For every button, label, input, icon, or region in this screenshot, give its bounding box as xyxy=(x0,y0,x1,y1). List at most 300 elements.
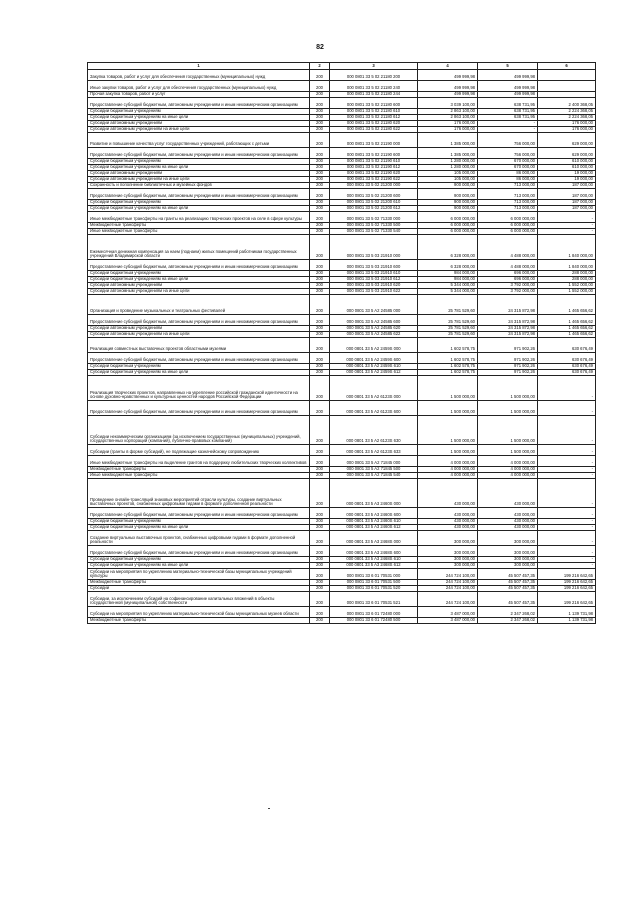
table-row xyxy=(88,295,596,315)
row-value-col4: 900 000,00 xyxy=(418,189,478,200)
table-row xyxy=(88,148,596,159)
row-value-col4: 4 000 000,00 xyxy=(418,473,478,479)
row-code-cell: 200 xyxy=(310,467,330,473)
row-value-col5: 4 488 000,00 xyxy=(478,235,538,260)
row-csr-cell: 000 0801 33 5 02 21180 244 xyxy=(330,92,418,98)
row-value-col4: 984 000,00 xyxy=(418,271,478,277)
table-row xyxy=(88,569,596,580)
row-csr-cell: 000 0801 33 5 02 21180 240 xyxy=(330,81,418,92)
row-value-col6: 610 000,00 xyxy=(538,159,596,165)
row-csr-cell: 000 0801 33 6 01 70531 000 xyxy=(330,569,418,580)
header-cell-2: 2 xyxy=(310,63,330,70)
row-name-cell: Субсидии автономным учреждениям на иные цели xyxy=(88,332,310,338)
row-value-col6: - xyxy=(538,508,596,519)
row-value-col5: 2 347 268,02 xyxy=(478,607,538,618)
row-value-col4: 6 328 000,00 xyxy=(418,235,478,260)
row-value-col4: 6 328 000,00 xyxy=(418,260,478,271)
row-value-col6: - xyxy=(538,376,596,401)
row-csr-cell: 000 0801 33 5 A3 2460S 612 xyxy=(330,525,418,531)
row-value-col6: 1 465 656,62 xyxy=(538,295,596,315)
row-value-col6: - xyxy=(538,557,596,563)
row-code-cell: 200 xyxy=(310,171,330,177)
row-value-col6 xyxy=(538,70,596,81)
row-csr-cell: 000 0801 33 5 A2 6123S 633 xyxy=(330,445,418,456)
row-csr-cell: 000 0801 33 5 A2 71845 500 xyxy=(330,467,418,473)
row-code-cell: 200 xyxy=(310,569,330,580)
row-value-col4: 900 000,00 xyxy=(418,183,478,189)
row-name-cell: Иные межбюджетные трансферты xyxy=(88,229,310,235)
row-value-col5: 971 902,26 xyxy=(478,353,538,364)
row-value-col4: 2 863 100,00 xyxy=(418,115,478,121)
row-csr-cell: 000 0801 33 5 A2 2459S 600 xyxy=(330,353,418,364)
row-csr-cell: 000 0801 33 5 A3 2460S 610 xyxy=(330,519,418,525)
row-csr-cell: 000 0801 33 5 02 21190 622 xyxy=(330,177,418,183)
row-value-col4: 1 280 000,00 xyxy=(418,165,478,171)
row-name-cell: Субсидии некоммерческим организациям (за исключением государственных (муниципальных) учреждений, государственных корпораций (компаний), публично-правовых компаний) xyxy=(88,416,310,445)
table-row xyxy=(88,531,596,546)
row-name-cell: Субсидии бюджетным учреждениям на иные цели xyxy=(88,277,310,283)
row-csr-cell: 000 0801 33 5 A2 71845 000 xyxy=(330,456,418,467)
row-name-cell: Проведение онлайн-трансляций знаковых мероприятий отрасли культуры, создание виртуальных выставочных проектов, снабженных цифровыми гидами в формате дополненной реальности xyxy=(88,479,310,508)
row-value-col6: 2 224 368,05 xyxy=(538,115,596,121)
row-value-col6: - xyxy=(538,445,596,456)
row-value-col4: 1 602 578,75 xyxy=(418,364,478,370)
row-value-col4: 499 999,98 xyxy=(418,81,478,92)
stray-mark xyxy=(268,808,270,809)
row-value-col4: 1 500 000,00 xyxy=(418,445,478,456)
row-csr-cell: 000 0801 33 5 02 21190 612 xyxy=(330,165,418,171)
row-value-col6: 610 000,00 xyxy=(538,165,596,171)
row-value-col6: 187 000,00 xyxy=(538,200,596,206)
row-value-col6: - xyxy=(538,519,596,525)
row-name-cell: Межбюджетные трансферты xyxy=(88,618,310,624)
row-csr-cell: 000 0801 33 5 A3 2468S 600 xyxy=(330,546,418,557)
row-name-cell: Межбюджетные трансферты xyxy=(88,580,310,586)
row-value-col5: 1 500 000,00 xyxy=(478,401,538,416)
row-value-col5: 638 731,95 xyxy=(478,98,538,109)
table-row xyxy=(88,607,596,618)
table-row xyxy=(88,235,596,260)
row-code-cell: 200 xyxy=(310,580,330,586)
row-name-cell: Межбюджетные трансферты xyxy=(88,467,310,473)
row-code-cell: 200 xyxy=(310,260,330,271)
row-csr-cell: 000 0801 33 5 A2 2459S 612 xyxy=(330,370,418,376)
row-value-col4: 300 000,00 xyxy=(418,557,478,563)
row-value-col4: 1 280 000,00 xyxy=(418,159,478,165)
row-code-cell: 200 xyxy=(310,200,330,206)
row-code-cell: 200 xyxy=(310,127,330,133)
header-cell-5: 5 xyxy=(478,63,538,70)
row-value-col4: 499 999,98 xyxy=(418,70,478,81)
row-csr-cell: 000 0801 33 5 A3 2460S 600 xyxy=(330,508,418,519)
row-value-col5: 670 000,00 xyxy=(478,165,538,171)
row-value-col6: - xyxy=(538,467,596,473)
row-value-col5: 86 000,00 xyxy=(478,171,538,177)
row-csr-cell: 000 0801 33 6 01 72480 000 xyxy=(330,607,418,618)
row-csr-cell: 000 0801 33 5 02 21180 612 xyxy=(330,115,418,121)
row-value-col4: 176 000,00 xyxy=(418,127,478,133)
header-cell-6: 6 xyxy=(538,63,596,70)
row-value-col4: 3 487 000,00 xyxy=(418,607,478,618)
row-code-cell: 200 xyxy=(310,416,330,445)
row-value-col5: 24 315 872,98 xyxy=(478,315,538,326)
row-name-cell: Ежемесячная денежная компенсация за наем (поднаем) жилых помещений работникам государственных учреждений Владимирской области xyxy=(88,235,310,260)
row-value-col4: 900 000,00 xyxy=(418,200,478,206)
row-code-cell: 200 xyxy=(310,607,330,618)
table-row xyxy=(88,212,596,223)
row-value-col4: 6 000 000,00 xyxy=(418,212,478,223)
row-value-col6 xyxy=(538,81,596,92)
row-value-col6: 1 465 656,62 xyxy=(538,315,596,326)
row-value-col6: - xyxy=(538,546,596,557)
row-value-col6: 187 000,00 xyxy=(538,189,596,200)
row-code-cell: 200 xyxy=(310,271,330,277)
row-code-cell: 200 xyxy=(310,586,330,592)
row-code-cell: 200 xyxy=(310,370,330,376)
row-csr-cell: 000 0801 33 5 02 21190 000 xyxy=(330,133,418,148)
row-csr-cell: 000 0801 33 5 02 21180 600 xyxy=(330,98,418,109)
row-name-cell: Предоставление субсидий бюджетным, автономным учреждениям и иным некоммерческим организациям xyxy=(88,98,310,109)
row-name-cell: Межбюджетные трансферты xyxy=(88,223,310,229)
header-cell-1: 1 xyxy=(88,63,310,70)
header-cell-3: 3 xyxy=(330,63,418,70)
row-csr-cell: 000 0801 33 5 02 21180 620 xyxy=(330,121,418,127)
row-value-col5: 713 000,00 xyxy=(478,200,538,206)
row-value-col5: 430 000,00 xyxy=(478,508,538,519)
row-value-col5: 6 000 000,00 xyxy=(478,229,538,235)
row-value-col4: 176 000,00 xyxy=(418,121,478,127)
row-value-col6: - xyxy=(538,525,596,531)
row-value-col6: 630 676,49 xyxy=(538,364,596,370)
row-code-cell: 200 xyxy=(310,353,330,364)
row-value-col5: 499 999,98 xyxy=(478,92,538,98)
table-header-row xyxy=(88,63,596,70)
row-value-col4: 430 000,00 xyxy=(418,519,478,525)
row-value-col5: 756 000,00 xyxy=(478,133,538,148)
row-name-cell: Субсидии бюджетным учреждениям xyxy=(88,159,310,165)
table-row xyxy=(88,508,596,519)
row-value-col5: 24 315 872,98 xyxy=(478,326,538,332)
row-csr-cell: 000 0801 33 5 02 21190 600 xyxy=(330,148,418,159)
row-value-col6: 1 139 731,98 xyxy=(538,607,596,618)
table-row xyxy=(88,479,596,508)
row-code-cell: 200 xyxy=(310,206,330,212)
row-code-cell: 200 xyxy=(310,115,330,121)
row-value-col5: 86 000,00 xyxy=(478,177,538,183)
table-row xyxy=(88,546,596,557)
row-value-col5: 4 000 000,00 xyxy=(478,456,538,467)
row-value-col4: 3 487 000,00 xyxy=(418,618,478,624)
row-value-col6: - xyxy=(538,479,596,508)
row-name-cell: Субсидии автономным учреждениям xyxy=(88,283,310,289)
row-csr-cell: 000 0801 33 5 02 71330 540 xyxy=(330,229,418,235)
row-name-cell: Субсидии автономным учреждениям xyxy=(88,121,310,127)
row-value-col6: 629 000,00 xyxy=(538,148,596,159)
row-name-cell: Иные закупки товаров, работ и услуг для обеспечения государственных (муниципальных) нужд xyxy=(88,81,310,92)
row-value-col6: 199 216 642,65 xyxy=(538,586,596,592)
row-value-col5: 6 000 000,00 xyxy=(478,212,538,223)
row-value-col4: 430 000,00 xyxy=(418,525,478,531)
table-row xyxy=(88,401,596,416)
table-row xyxy=(88,189,596,200)
table-row xyxy=(88,133,596,148)
row-value-col5: 638 731,95 xyxy=(478,109,538,115)
row-value-col4: 5 344 000,00 xyxy=(418,289,478,295)
table-row xyxy=(88,353,596,364)
row-value-col5: 6 000 000,00 xyxy=(478,223,538,229)
row-value-col4: 244 724 100,00 xyxy=(418,592,478,607)
row-value-col6: 288 000,00 xyxy=(538,277,596,283)
row-code-cell: 200 xyxy=(310,121,330,127)
row-csr-cell: 000 0801 33 5 02 21180 200 xyxy=(330,70,418,81)
row-value-col5: 971 902,26 xyxy=(478,370,538,376)
row-name-cell: Иные межбюджетные трансферты xyxy=(88,473,310,479)
row-value-col5: 696 000,00 xyxy=(478,271,538,277)
row-value-col5: 4 000 000,00 xyxy=(478,473,538,479)
table-row xyxy=(88,445,596,456)
row-name-cell: Предоставление субсидий бюджетным, автономным учреждениям и иным некоммерческим организациям xyxy=(88,260,310,271)
row-name-cell: Сохранность и пополнение библиотечных и музейных фондов xyxy=(88,183,310,189)
row-value-col5: 713 000,00 xyxy=(478,189,538,200)
row-csr-cell: 000 0801 33 5 03 21910 610 xyxy=(330,271,418,277)
row-csr-cell: 000 0801 33 6 01 70531 521 xyxy=(330,592,418,607)
row-value-col5: 24 315 872,98 xyxy=(478,332,538,338)
row-value-col6: 199 216 642,65 xyxy=(538,569,596,580)
row-csr-cell: 000 0801 33 5 02 21200 610 xyxy=(330,200,418,206)
row-value-col4: 1 500 000,00 xyxy=(418,401,478,416)
row-csr-cell: 000 0801 33 5 03 21910 622 xyxy=(330,289,418,295)
row-name-cell: Субсидии автономным учреждениям на иные цели xyxy=(88,289,310,295)
row-name-cell: Реализация творческих проектов, направленных на укрепление российской гражданской идентичности на основе духовно-нравственных и культурных ценностей народов Российской Федерации xyxy=(88,376,310,401)
row-value-col5: 3 792 000,00 xyxy=(478,283,538,289)
row-name-cell: Субсидии xyxy=(88,586,310,592)
row-value-col5: 4 488 000,00 xyxy=(478,260,538,271)
row-name-cell: Закупка товаров, работ и услуг для обеспечения государственных (муниципальных) нужд xyxy=(88,70,310,81)
row-value-col5: 300 000,00 xyxy=(478,531,538,546)
row-value-col4: 1 602 578,75 xyxy=(418,353,478,364)
row-value-col5: 45 507 457,35 xyxy=(478,580,538,586)
header-cell-4: 4 xyxy=(418,63,478,70)
row-name-cell: Иные межбюджетные трансферты на выделение грантов на поддержку любительских творческих коллективов xyxy=(88,456,310,467)
row-value-col5: 4 000 000,00 xyxy=(478,467,538,473)
row-value-col6: - xyxy=(538,456,596,467)
row-name-cell: Развитие и повышение качества услуг государственных учреждений, работающих с детьми xyxy=(88,133,310,148)
row-name-cell: Предоставление субсидий бюджетным, автономным учреждениям и иным некоммерческим организациям xyxy=(88,508,310,519)
row-value-col6: 2 400 368,05 xyxy=(538,98,596,109)
row-value-col6: 199 216 642,65 xyxy=(538,580,596,586)
row-value-col4: 300 000,00 xyxy=(418,563,478,569)
row-name-cell: Предоставление субсидий бюджетным, автономным учреждениям и иным некоммерческим организациям xyxy=(88,315,310,326)
row-value-col4: 6 000 000,00 xyxy=(418,223,478,229)
row-value-col5: 696 000,00 xyxy=(478,277,538,283)
row-name-cell: Субсидии бюджетным учреждениям xyxy=(88,519,310,525)
row-value-col4: 4 000 000,00 xyxy=(418,467,478,473)
row-csr-cell: 000 0801 33 5 03 21910 620 xyxy=(330,283,418,289)
row-value-col5: 430 000,00 xyxy=(478,519,538,525)
row-value-col6: 1 552 000,00 xyxy=(538,283,596,289)
row-value-col5: 300 000,00 xyxy=(478,546,538,557)
row-value-col6: - xyxy=(538,416,596,445)
row-value-col5: 756 000,00 xyxy=(478,148,538,159)
row-value-col6: - xyxy=(538,531,596,546)
row-csr-cell: 000 0801 33 5 A2 2459S 000 xyxy=(330,338,418,353)
page-number: 82 xyxy=(316,44,324,51)
row-value-col6: 630 676,49 xyxy=(538,338,596,353)
row-code-cell: 200 xyxy=(310,519,330,525)
row-csr-cell: 000 0801 33 5 A2 24585 620 xyxy=(330,326,418,332)
row-name-cell: Субсидии бюджетным учреждениям xyxy=(88,557,310,563)
row-name-cell: Предоставление субсидий бюджетным, автономным учреждениям и иным некоммерческим организациям xyxy=(88,546,310,557)
row-name-cell: Субсидии бюджетным учреждениям xyxy=(88,109,310,115)
row-name-cell: Субсидии, за исключением субсидий на софинансирование капитальных вложений в объекты государственной (муниципальной) собственности xyxy=(88,592,310,607)
row-code-cell: 200 xyxy=(310,445,330,456)
row-csr-cell: 000 0801 33 5 02 21190 610 xyxy=(330,159,418,165)
row-value-col6: 199 216 642,65 xyxy=(538,592,596,607)
row-value-col6: 19 000,00 xyxy=(538,171,596,177)
row-value-col6: - xyxy=(538,563,596,569)
table-row xyxy=(88,260,596,271)
row-code-cell: 200 xyxy=(310,92,330,98)
row-value-col6: 288 000,00 xyxy=(538,271,596,277)
table-row xyxy=(88,338,596,353)
row-value-col6: 629 000,00 xyxy=(538,133,596,148)
row-csr-cell: 000 0801 33 5 02 21200 600 xyxy=(330,189,418,200)
row-value-col4: 5 344 000,00 xyxy=(418,283,478,289)
row-value-col5: - xyxy=(478,121,538,127)
row-csr-cell: 000 0801 33 6 01 70531 500 xyxy=(330,580,418,586)
row-value-col5: 45 507 457,35 xyxy=(478,592,538,607)
row-code-cell: 200 xyxy=(310,70,330,81)
row-value-col4: 1 385 000,00 xyxy=(418,133,478,148)
row-value-col5: 1 500 000,00 xyxy=(478,416,538,445)
row-csr-cell: 000 0801 33 5 02 71330 000 xyxy=(330,212,418,223)
row-code-cell: 200 xyxy=(310,277,330,283)
row-code-cell: 200 xyxy=(310,531,330,546)
row-value-col5: 713 000,00 xyxy=(478,183,538,189)
row-value-col5: - xyxy=(478,127,538,133)
row-name-cell: Предоставление субсидий бюджетным, автономным учреждениям и иным некоммерческим организациям xyxy=(88,401,310,416)
row-csr-cell: 000 0801 33 5 03 21910 600 xyxy=(330,260,418,271)
row-csr-cell: 000 0801 33 5 A2 24585 000 xyxy=(330,295,418,315)
row-value-col4: 430 000,00 xyxy=(418,479,478,508)
row-value-col5: 499 999,98 xyxy=(478,70,538,81)
row-csr-cell: 000 0801 33 5 02 21180 622 xyxy=(330,127,418,133)
row-code-cell: 200 xyxy=(310,508,330,519)
row-value-col5: 638 731,95 xyxy=(478,115,538,121)
row-name-cell: Предоставление субсидий бюджетным, автономным учреждениям и иным некоммерческим организациям xyxy=(88,353,310,364)
row-value-col5: 971 902,26 xyxy=(478,364,538,370)
row-value-col6: - xyxy=(538,229,596,235)
row-name-cell: Субсидии бюджетным учреждениям xyxy=(88,271,310,277)
row-code-cell: 200 xyxy=(310,289,330,295)
row-value-col4: 105 000,00 xyxy=(418,171,478,177)
row-csr-cell: 000 0801 33 6 01 72480 500 xyxy=(330,618,418,624)
row-name-cell: Субсидии автономным учреждениям на иные цели xyxy=(88,127,310,133)
row-value-col4: 244 724 100,00 xyxy=(418,586,478,592)
budget-table xyxy=(87,62,596,624)
row-code-cell: 200 xyxy=(310,473,330,479)
row-value-col5: 45 507 457,35 xyxy=(478,586,538,592)
row-code-cell: 200 xyxy=(310,98,330,109)
row-name-cell: Субсидии бюджетным учреждениям на иные цели xyxy=(88,165,310,171)
row-csr-cell: 000 0801 33 5 02 21190 620 xyxy=(330,171,418,177)
table-row xyxy=(88,376,596,401)
table-row xyxy=(88,456,596,467)
row-value-col6: - xyxy=(538,223,596,229)
row-name-cell: Субсидии автономным учреждениям xyxy=(88,326,310,332)
table-row xyxy=(88,81,596,92)
row-code-cell: 200 xyxy=(310,525,330,531)
row-name-cell: Реализация совместных выставочных проектов областными музеями xyxy=(88,338,310,353)
row-value-col4: 499 999,98 xyxy=(418,92,478,98)
row-csr-cell: 000 0801 33 5 02 21200 000 xyxy=(330,183,418,189)
row-value-col4: 1 500 000,00 xyxy=(418,376,478,401)
row-name-cell: Субсидии бюджетным учреждениям на иные цели xyxy=(88,115,310,121)
row-name-cell: Субсидии автономным учреждениям на иные цели xyxy=(88,177,310,183)
row-value-col6: - xyxy=(538,212,596,223)
row-csr-cell: 000 0801 33 5 03 21910 612 xyxy=(330,277,418,283)
row-code-cell: 200 xyxy=(310,81,330,92)
row-value-col6: 176 000,00 xyxy=(538,121,596,127)
row-value-col4: 244 724 100,00 xyxy=(418,569,478,580)
row-code-cell: 200 xyxy=(310,401,330,416)
row-value-col5: 1 500 000,00 xyxy=(478,376,538,401)
row-value-col4: 984 000,00 xyxy=(418,277,478,283)
row-csr-cell: 000 0801 33 5 A3 2460S 000 xyxy=(330,479,418,508)
row-code-cell: 200 xyxy=(310,159,330,165)
row-code-cell: 200 xyxy=(310,183,330,189)
row-value-col4: 3 039 100,00 xyxy=(418,98,478,109)
row-code-cell: 200 xyxy=(310,212,330,223)
table-row xyxy=(88,416,596,445)
row-csr-cell: 000 0801 33 5 02 71330 500 xyxy=(330,223,418,229)
row-csr-cell: 000 0801 33 5 A2 6123S 600 xyxy=(330,401,418,416)
row-name-cell: Субсидии бюджетным учреждениям xyxy=(88,200,310,206)
row-name-cell: Субсидии бюджетным учреждениям на иные цели xyxy=(88,525,310,531)
row-value-col5: 971 902,26 xyxy=(478,338,538,353)
row-value-col4: 105 000,00 xyxy=(418,177,478,183)
row-code-cell: 200 xyxy=(310,479,330,508)
row-value-col5: 713 000,00 xyxy=(478,206,538,212)
row-value-col6: 1 139 731,98 xyxy=(538,618,596,624)
row-code-cell: 200 xyxy=(310,177,330,183)
row-code-cell: 200 xyxy=(310,165,330,171)
row-value-col4: 1 500 000,00 xyxy=(418,416,478,445)
row-name-cell: Предоставление субсидий бюджетным, автономным учреждениям и иным некоммерческим организациям xyxy=(88,189,310,200)
row-code-cell: 200 xyxy=(310,148,330,159)
row-csr-cell: 000 0801 33 5 02 21200 612 xyxy=(330,206,418,212)
row-code-cell: 200 xyxy=(310,315,330,326)
table-row xyxy=(88,98,596,109)
row-code-cell: 200 xyxy=(310,229,330,235)
row-value-col5: 430 000,00 xyxy=(478,479,538,508)
row-csr-cell: 000 0801 33 5 A2 71845 540 xyxy=(330,473,418,479)
row-value-col6: 1 465 656,62 xyxy=(538,326,596,332)
row-name-cell: Субсидии (гранты в форме субсидий), не подлежащие казначейскому сопровождению xyxy=(88,445,310,456)
row-name-cell: Организация и проведение музыкальных и театральных фестивалей xyxy=(88,295,310,315)
row-value-col4: 25 781 529,60 xyxy=(418,326,478,332)
row-name-cell: Субсидии бюджетным учреждениям на иные цели xyxy=(88,370,310,376)
row-code-cell: 200 xyxy=(310,223,330,229)
row-code-cell: 200 xyxy=(310,557,330,563)
row-name-cell: Создание виртуальных выставочных проектов, снабженных цифровыми гидами в формате дополненной реальности xyxy=(88,531,310,546)
row-value-col5: 499 999,98 xyxy=(478,81,538,92)
table-row xyxy=(88,315,596,326)
row-value-col4: 4 000 000,00 xyxy=(418,456,478,467)
row-name-cell: Прочая закупка товаров, работ и услуг xyxy=(88,92,310,98)
row-code-cell: 200 xyxy=(310,364,330,370)
row-value-col5: 1 500 000,00 xyxy=(478,445,538,456)
